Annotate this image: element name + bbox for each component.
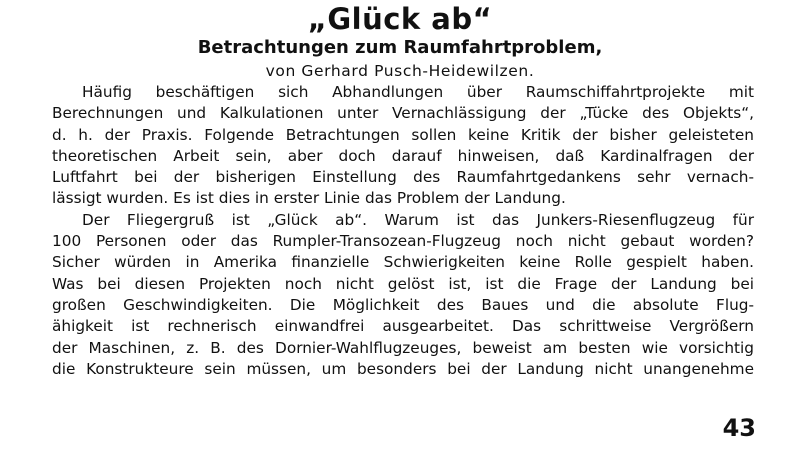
paragraph-1-line: d. h. der Praxis. Folgende Betrachtungen sollen keine Kritik der bisher geleisteten (52, 125, 754, 144)
article-title: „Glück ab“ (307, 2, 493, 36)
paragraph-2-line: 100 Personen oder das Rumpler-Transozean-Flugzeug noch nicht gebaut worden? (52, 232, 754, 251)
article-body (52, 82, 754, 380)
paragraph-2-line: der Maschinen, z. B. des Dornier-Wahlflugzeuges, beweist am besten wie vorsichtig (52, 338, 754, 357)
paragraph-2-line: großen Geschwindigkeiten. Die Möglichkeit des Baues und die absolute Flug- (52, 295, 754, 314)
paragraph-2-line: die Konstrukteure sein müssen, um besonders bei der Landung nicht unangenehme (52, 359, 754, 378)
paragraph-1-line: Luftfahrt bei der bisherigen Einstellung des Raumfahrtgedankens sehr vernach- (52, 168, 754, 187)
paragraph-2-line: Der Fliegergruß ist „Glück ab“. Warum ist das Junkers-Riesenflugzeug für (82, 210, 754, 229)
paragraph-1-line: theoretischen Arbeit sein, aber doch darauf hinweisen, daß Kardinalfragen der (52, 146, 754, 165)
paragraph-2-line: Sicher würden in Amerika finanzielle Schwierigkeiten keine Rolle gespielt haben. (52, 253, 754, 272)
page-number: 43 (722, 414, 756, 442)
article-subtitle: Betrachtungen zum Raumfahrtproblem, (197, 37, 603, 58)
paragraph-1-line: lässigt wurden. Es ist dies in erster Linie das Problem der Landung. (52, 189, 566, 208)
paragraph-2-line: Was bei diesen Projekten noch nicht gelöst ist, ist die Frage der Landung bei (52, 274, 754, 293)
author-byline: von Gerhard Pusch-Heidewilzen. (265, 62, 535, 80)
paragraph-1-line: Berechnungen und Kalkulationen unter Vernachlässigung der „Tücke des Objekts“, (52, 104, 754, 123)
paragraph-1-line: Häufig beschäftigen sich Abhandlungen über Raumschiffahrtprojekte mit (82, 83, 754, 101)
paragraph-2-line: ähigkeit ist rechnerisch einwandfrei ausgearbeitet. Das schrittweise Vergrößern (52, 317, 754, 336)
